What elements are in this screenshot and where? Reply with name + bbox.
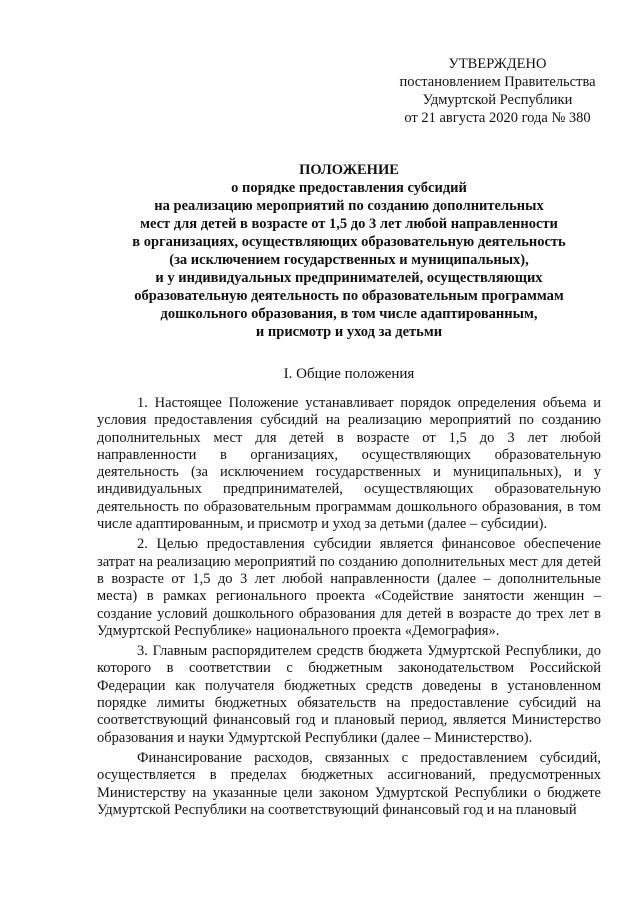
title-line: и присмотр и уход за детьми	[255, 324, 443, 340]
section-heading: I. Общие положения	[283, 366, 415, 382]
title-heading: ПОЛОЖЕНИЕ	[299, 162, 399, 178]
approval-stamp	[390, 55, 605, 127]
approval-line-4: от 21 августа 2020 года № 380	[404, 110, 591, 126]
title-line: и у индивидуальных предпринимателей, осуществляющих	[155, 270, 543, 286]
approval-line-3: Удмуртской Республики	[422, 92, 573, 108]
title-line: (за исключением государственных и муниципальных),	[169, 252, 529, 268]
title-line: в организациях, осуществляющих образовательную деятельность	[132, 234, 566, 250]
title-line: на реализацию мероприятий по созданию дополнительных	[154, 198, 544, 214]
approval-line-2: постановлением Правительства	[399, 74, 596, 90]
title-line: мест для детей в возрасте от 1,5 до 3 лет любой направленности	[140, 216, 558, 232]
title-line: дошкольного образования, в том числе адаптированным,	[160, 306, 538, 322]
document-title	[97, 161, 601, 341]
paragraph-4: Финансирование расходов, связанных с предоставлением субсидий, осуществляется в пределах бюджетных ассигнований, предусмотренных Министерству на указанные цели законом Удмуртской Республики о бюджете Удмуртской Республики на соответствующий финансовый год и на плановый	[97, 749, 601, 818]
title-line: образовательную деятельность по образовательным программам	[134, 288, 564, 304]
paragraph-3: 3. Главным распорядителем средств бюджета Удмуртской Республики, до которого в соответствии с бюджетным законодательством Российской Федерации как получателя бюджетных средств доведены в установленном порядке лимиты бюджетных обязательств на предоставление субсидий на соответствующий финансовый год и плановый период, является Министерство образования и науки Удмуртской Республики (далее – Министерство).	[97, 643, 601, 746]
document-body	[97, 395, 601, 819]
title-line: о порядке предоставления субсидий	[231, 180, 467, 196]
paragraph-2: 2. Целью предоставления субсидии является финансовое обеспечение затрат на реализацию мероприятий по созданию дополнительных мест для детей в возрасте от 1,5 до 3 лет любой направленности (далее – дополнительные места) в рамках регионального проекта «Содействие занятости женщин – создание условий дошкольного образования для детей в возрасте до трех лет в Удмуртской Республике» национального проекта «Демография».	[97, 536, 601, 639]
paragraph-1: 1. Настоящее Положение устанавливает порядок определения объема и условия предоставления субсидий на реализацию мероприятий по созданию дополнительных мест для детей в возрасте от 1,5 до 3 лет любой направленности в организациях, осуществляющих образовательную деятельность (за исключением государственных и муниципальных), и у индивидуальных предпринимателей, осуществляющих образовательную деятельность по образовательным программам дошкольного образования, в том числе адаптированным, и присмотр и уход за детьми (далее – субсидии).	[97, 395, 601, 533]
approval-line-1: УТВЕРЖДЕНО	[448, 56, 547, 72]
